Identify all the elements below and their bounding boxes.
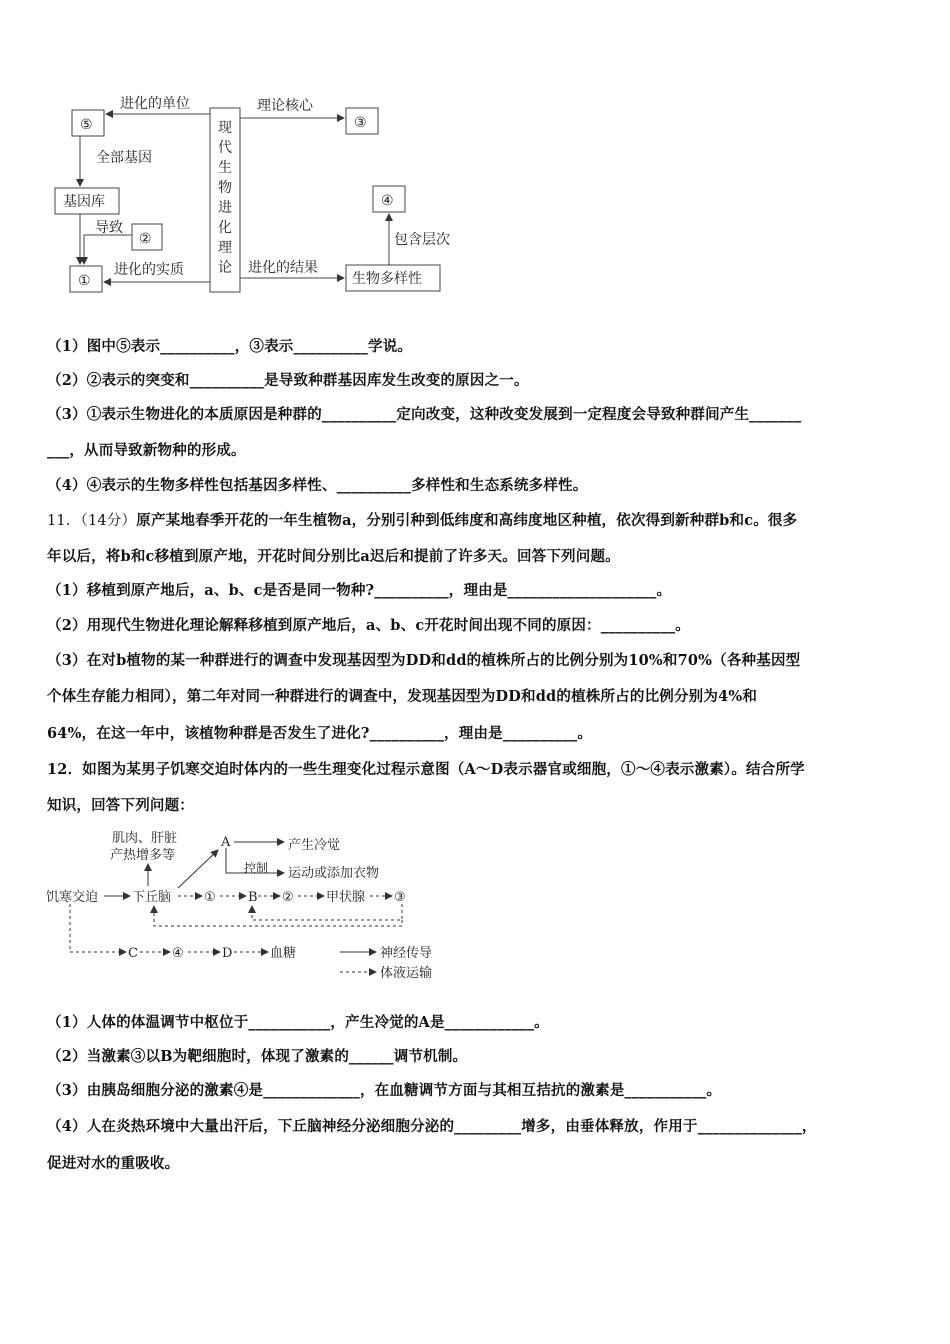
node-1: ① [78,273,91,289]
regulation-diagram [44,826,464,986]
q11-part1: （1）移植到原产地后，a、b、c是否是同一物种?__________，理由是____________________。 [47,582,672,599]
q11-stem-line1 [47,511,909,531]
q10-part4: （4）④表示的生物多样性包括基因多样性、__________多样性和生态系统多样性。 [47,477,588,494]
q12-stem-line2: 知识，回答下列问题： [47,797,194,814]
edge-all-genes-label: 全部基因 [96,150,152,166]
q10-part3-line2: ___，从而导致新物种的形成。 [47,442,246,459]
q12-part4-line1: （4）人在炎热环境中大量出汗后，下丘脑神经分泌细胞分泌的_________增多，由垂体释放，作用于______________， [47,1118,817,1135]
muscle-liver-label: 肌肉、肝脏 [112,831,178,846]
center-char: 物 [218,180,232,196]
hormone-4-label: ④ [172,946,184,961]
edge-core-label: 理论核心 [257,98,313,114]
center-char: 生 [218,160,232,176]
biodiversity-label: 生物多样性 [352,271,422,287]
cold-label: 产生冷觉 [288,838,341,853]
q10-part2: （2）②表示的突变和__________是导致种群基因库发生改变的原因之一。 [47,372,529,389]
q12-part1: （1）人体的体温调节中枢位于___________，产生冷觉的A是____________。 [47,1014,549,1031]
node-2: ② [139,231,152,247]
edge-essence-label: 进化的实质 [114,262,184,278]
q11-part3-line1: （3）在对b植物的某一种群进行的调查中发现基因型为DD和dd的植株所占的比例分别为10%和70%（各种基因型 [47,652,801,669]
legend-humoral-label: 体液运输 [380,966,433,981]
node-5: ⑤ [80,117,93,133]
center-char: 进 [218,200,232,216]
center-char: 现 [218,120,232,136]
start-label: 饥寒交迫 [46,890,99,905]
hypothalamus-label: 下丘脑 [132,890,172,905]
q11-stem-text: 原产某地春季开花的一年生植物a，分别引种到低纬度和高纬度地区种植，依次得到新种群b和c。很多 [136,512,798,529]
q11-part3-line2: 个体生存能力相同），第二年对同一种群进行的调查中，发现基因型为DD和dd的植株所占的比例分别为4%和 [47,688,758,705]
evolution-theory-diagram [50,90,470,305]
node-3: ③ [354,115,367,131]
node-b-label: B [248,890,258,905]
thyroid-label: 甲状腺 [326,890,366,905]
q12-part3: （3）由胰岛细胞分泌的激素④是_____________，在血糖调节方面与其相互拮抗的激素是___________。 [47,1082,722,1099]
motion-label: 运动或添加衣物 [288,866,380,881]
node-a-label: A [221,835,231,850]
hormone-3-label: ③ [394,890,406,905]
q11-part3-line3: 64%，在这一年中，该植物种群是否发生了进化?__________，理由是__________。 [47,725,593,742]
heat-up-label: 产热增多等 [110,848,176,863]
node-4: ④ [381,193,394,209]
edge-result-label: 进化的结果 [248,260,318,276]
q11-part2: （2）用现代生物进化理论解释移植到原产地后，a、b、c开花时间出现不同的原因：__________。 [47,617,690,634]
gene-pool-label: 基因库 [63,194,105,210]
node-c-label: C [128,946,138,961]
center-char: 代 [218,140,232,156]
hormone-1-label: ① [204,890,216,905]
q12-part2: （2）当激素③以B为靶细胞时，体现了激素的______调节机制。 [47,1048,468,1065]
edge-unit-label: 进化的单位 [120,96,190,112]
q12-stem-line1: 12．如图为某男子饥寒交迫时体内的一些生理变化过程示意图（A～D表示器官或细胞，①～④表示激素）。结合所学 [47,761,805,778]
glucose-label: 血糖 [270,946,297,961]
hormone-2-label: ② [282,890,294,905]
center-char: 化 [218,220,232,236]
q10-part1: （1）图中⑤表示__________，③表示__________学说。 [47,338,413,355]
center-char: 论 [218,260,232,276]
node-d-label: D [222,946,233,961]
q11-stem-line2: 年以后，将b和c移植到原产地，开花时间分别比a迟后和提前了许多天。回答下列问题。 [47,548,620,565]
center-char: 理 [218,240,232,256]
control-label: 控制 [244,861,269,875]
q10-part3-line1: （3）①表示生物进化的本质原因是种群的__________定向改变，这种改变发展到一定程度会导致种群间产生_______ [47,406,802,423]
q11-number: 11．（14分） [47,513,137,529]
edge-levels-label: 包含层次 [394,232,450,248]
legend-neural-label: 神经传导 [380,946,433,961]
edge-cause-label: 导致 [95,220,123,236]
q12-part4-line2: 促进对水的重吸收。 [47,1155,180,1172]
